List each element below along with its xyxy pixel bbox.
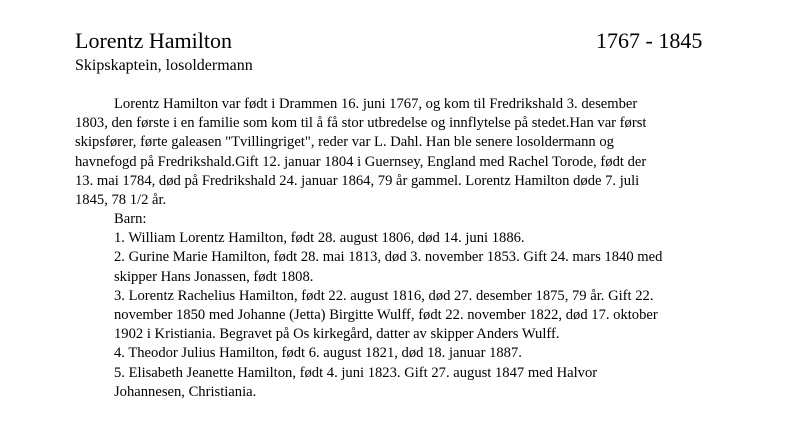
child-entry-line: 3. Lorentz Rachelius Hamilton, født 22. august 1816, død 27. desember 1875, 79 år. Gift 22.: [114, 287, 654, 304]
child-entry-line: 1. William Lorentz Hamilton, født 28. august 1806, død 14. juni 1886.: [114, 230, 525, 247]
biography-line: 1803, den første i en familie som kom til å få stor utbredelse og innflytelse på stedet.Han var først: [75, 115, 647, 132]
children-list: [114, 210, 714, 402]
child-entry-line: 2. Gurine Marie Hamilton, født 28. mai 1813, død 3. november 1853. Gift 24. mars 1840 med: [114, 249, 663, 266]
biography-line: skipsfører, førte galeasen "Tvillingriget", reder var L. Dahl. Han ble senere losoldermann og: [75, 134, 614, 151]
biography-line: havnefogd på Fredrikshald.Gift 12. januar 1804 i Guernsey, England med Rachel Torode, født der: [75, 153, 647, 170]
life-years: 1767 - 1845: [596, 28, 703, 53]
child-entry-line: 5. Elisabeth Jeanette Hamilton, født 4. juni 1823. Gift 27. august 1847 med Halvor: [114, 364, 598, 381]
children-heading: Barn:: [114, 211, 147, 227]
biography-line: 13. mai 1784, død på Fredrikshald 24. januar 1864, 79 år gammel. Lorentz Hamilton døde 7. juli: [75, 172, 640, 189]
child-entry-line: november 1850 med Johanne (Jetta) Birgitte Wulff, født 22. november 1822, død 17. oktober: [114, 306, 658, 323]
biography-paragraph: [75, 95, 715, 210]
person-name: Lorentz Hamilton: [75, 28, 233, 53]
occupation: Skipskaptein, losoldermann: [75, 57, 253, 74]
biography-line: Lorentz Hamilton var født i Drammen 16. juni 1767, og kom til Fredrikshald 3. desember: [114, 96, 638, 112]
child-entry-line: Johannesen, Christiania.: [114, 383, 257, 400]
child-entry-line: skipper Hans Jonassen, født 1808.: [114, 268, 314, 285]
child-entry-line: 4. Theodor Julius Hamilton, født 6. august 1821, død 18. januar 1887.: [114, 345, 522, 362]
biography-line: 1845, 78 1/2 år.: [75, 191, 167, 208]
child-entry-line: 1902 i Kristiania. Begravet på Os kirkegård, datter av skipper Anders Wulff.: [114, 326, 560, 343]
